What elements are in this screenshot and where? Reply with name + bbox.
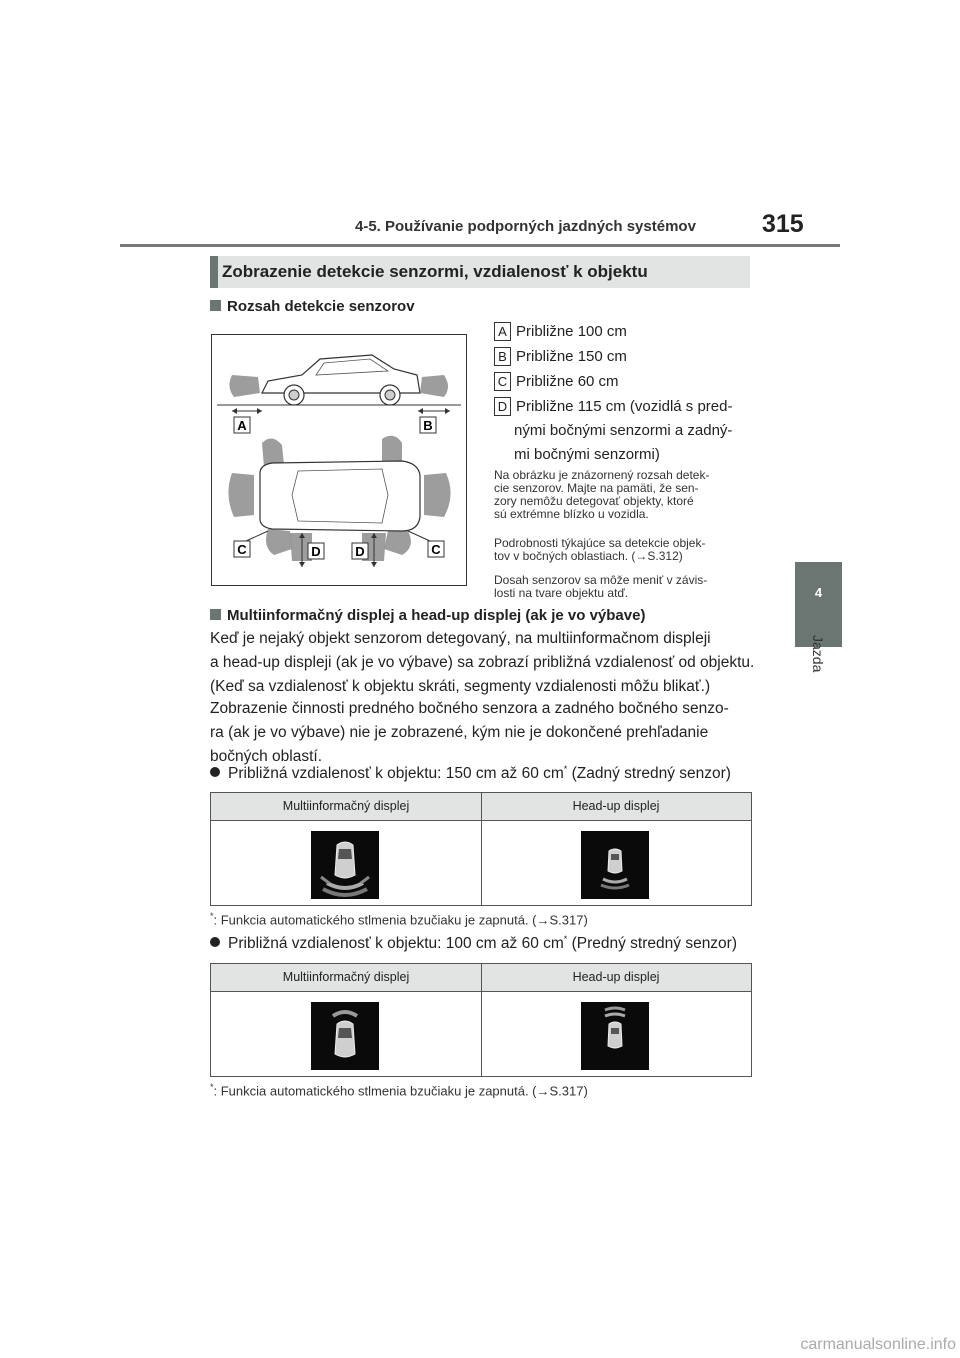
diagram-label-b: B <box>423 418 433 433</box>
running-header-section: 4-5. Používanie podporných jazdných systémov <box>355 218 696 235</box>
diagram-label-c-right: C <box>431 542 441 557</box>
mid-display-front-image <box>311 1002 379 1070</box>
legend-item-d-cont2: mi bočnými senzormi) <box>514 446 660 463</box>
paragraph-display-intro: Keď je nejaký objekt senzorom detegovaný, na multiinformačnom displeji a head-up displeji (ak je vo výbave) sa zobrazí približná vzdialenosť od objektu. (Keď sa vzdialenosť k objektu skráti, segmenty vzdialenosti môžu blikať.) <box>210 630 755 695</box>
display-table-front <box>210 963 752 1077</box>
hud-rear-image <box>581 831 649 899</box>
hud-front-image <box>581 1002 649 1070</box>
legend-item-d: D Približne 115 cm (vozidlá s pred- <box>494 395 732 419</box>
table-header-hud: Head-up displej <box>481 793 751 821</box>
footnote-rear: *: Funkcia automatického stlmenia bzučiaku je zapnutá. (→S.317) <box>210 911 588 928</box>
legend-item-c: C Približne 60 cm <box>494 370 619 394</box>
note-detection-range: Na obrázku je znázornený rozsah detek- cie senzorov. Majte na pamäti, že sen- zory nemôžu detegovať objekty, ktoré sú extrémne blízko u vozidla. <box>494 468 710 521</box>
watermark: carmanualsonline.info <box>800 1336 956 1353</box>
chapter-label: Jazda <box>810 635 826 673</box>
diagram-label-c-left: C <box>237 542 247 557</box>
section-title: Zobrazenie detekcie senzormi, vzdialenosť k objektu <box>222 262 648 281</box>
chapter-tab: 4 <box>795 562 842 647</box>
diagram-label-d-right: D <box>355 544 365 559</box>
legend-item-b: B Približne 150 cm <box>494 345 627 369</box>
table-header-mid: Multiinformačný displej <box>211 793 481 821</box>
note-side-areas: Podrobnosti týkajúce sa detekcie objek- tov v bočných oblastiach. (→S.312) <box>494 536 706 563</box>
paragraph-side-sensors: Zobrazenie činnosti predného bočného senzora a zadného bočného senzo- ra (ak je vo výbave) nie je zobrazené, kým nie je dokončené prehľadanie bočných oblastí. <box>210 700 729 765</box>
header-rule <box>120 244 840 247</box>
table-header-hud: Head-up displej <box>481 964 751 992</box>
square-bullet-icon <box>210 300 221 311</box>
square-bullet-icon <box>210 609 221 620</box>
car-side-view <box>217 355 461 414</box>
legend-item-a: A Približne 100 cm <box>494 320 627 344</box>
display-table-rear <box>210 792 752 906</box>
note-range-varies: Dosah senzorov sa môže meniť v závis- losti na tvare objektu atď. <box>494 573 708 600</box>
bullet-rear-sensor: Približná vzdialenosť k objektu: 150 cm až 60 cm* (Zadný stredný senzor) <box>210 764 731 783</box>
car-diagram-svg <box>212 335 466 585</box>
bullet-icon <box>210 767 220 777</box>
bullet-front-sensor: Približná vzdialenosť k objektu: 100 cm až 60 cm* (Predný stredný senzor) <box>210 934 737 953</box>
mid-display-rear-image <box>311 831 379 899</box>
sensor-range-diagram <box>211 334 467 586</box>
section-band-marker <box>210 256 218 288</box>
table-header-mid: Multiinformačný displej <box>211 964 481 992</box>
diagram-label-a: A <box>237 418 247 433</box>
subheading-detection-range: Rozsah detekcie senzorov <box>210 298 415 315</box>
footnote-front: *: Funkcia automatického stlmenia bzučiaku je zapnutá. (→S.317) <box>210 1082 588 1099</box>
diagram-label-d-left: D <box>311 544 321 559</box>
bullet-icon <box>210 937 220 947</box>
legend-item-d-cont1: nými bočnými senzormi a zadný- <box>514 422 733 439</box>
page-number: 315 <box>762 210 804 238</box>
car-top-view <box>228 436 450 567</box>
subheading-displays: Multiinformačný displej a head-up displej (ak je vo výbave) <box>210 607 645 624</box>
